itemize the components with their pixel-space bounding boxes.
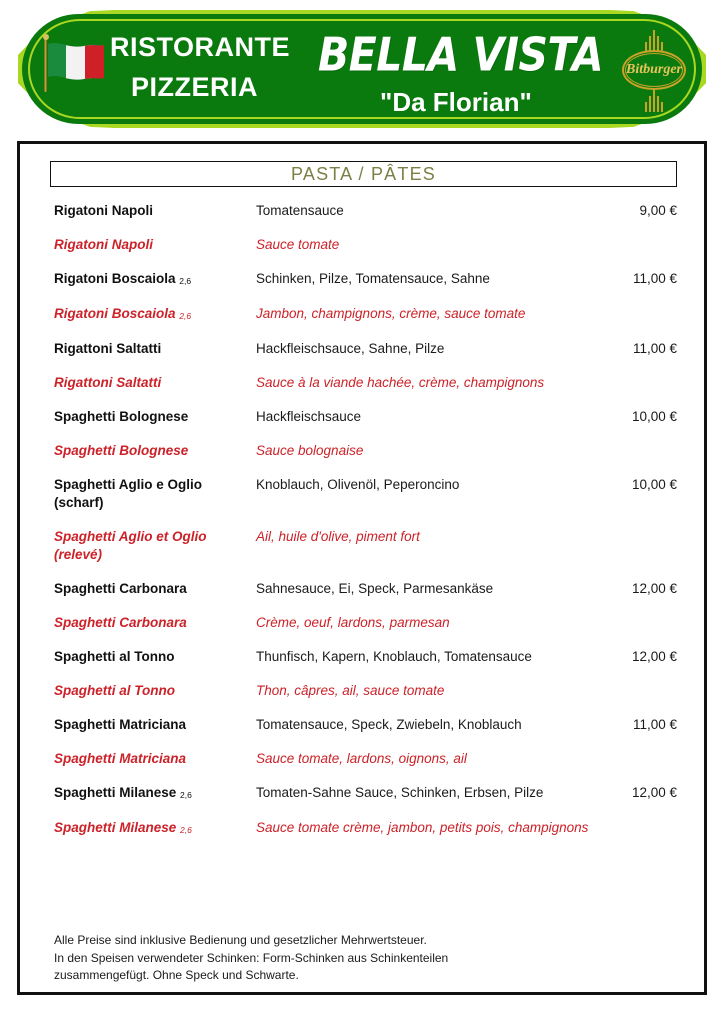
restaurant-header-banner	[18, 10, 706, 128]
item-spacer	[54, 324, 677, 340]
menu-item-row-de	[54, 270, 677, 289]
menu-item	[54, 270, 677, 340]
menu-item-row-fr	[54, 528, 677, 564]
row-spacer	[54, 734, 677, 750]
menu-item-price: 9,00 €	[639, 203, 677, 218]
footer-line-1: Alle Preise sind inklusive Bedienung und gesetzlicher Mehrwertsteuer.	[54, 933, 427, 947]
banner-pizzeria-text: PIZZERIA	[131, 72, 259, 102]
menu-item-description-fr: Sauce tomate, lardons, oignons, ail	[256, 751, 467, 766]
menu-item	[54, 580, 677, 648]
menu-item-name-fr: Spaghetti Milanese 2,6	[54, 820, 192, 835]
menu-item-name-de: Rigatoni Napoli	[54, 203, 153, 218]
item-spacer	[54, 564, 677, 580]
allergen-marker: 2,6	[180, 825, 192, 835]
menu-item-description-de: Tomatensauce	[256, 203, 344, 218]
item-spacer	[54, 700, 677, 716]
menu-item	[54, 408, 677, 476]
section-header-box	[50, 161, 677, 187]
banner-ristorante-text: RISTORANTE	[110, 32, 291, 62]
bitburger-wordmark: Bitburger	[625, 62, 682, 77]
menu-item-name-de: Spaghetti Matriciana	[54, 717, 187, 732]
menu-item-row-de	[54, 784, 677, 803]
row-spacer	[54, 220, 677, 236]
menu-item-row-de	[54, 648, 677, 666]
menu-item-row-de	[54, 476, 677, 512]
menu-item-price: 12,00 €	[631, 581, 677, 596]
item-spacer	[54, 254, 677, 270]
row-spacer	[54, 598, 677, 614]
menu-item-name-fr: Spaghetti Aglio et Oglio (relevé)	[54, 529, 207, 562]
item-spacer	[54, 838, 677, 854]
menu-item-name-fr: Spaghetti Bolognese	[54, 443, 189, 458]
menu-item-row-fr	[54, 236, 677, 254]
row-spacer	[54, 358, 677, 374]
menu-item-name-fr: Rigatoni Napoli	[54, 237, 153, 252]
menu-item-name-fr: Rigattoni Saltatti	[54, 375, 162, 390]
menu-item-row-de	[54, 580, 677, 598]
bitburger-base-ornament	[645, 88, 663, 112]
item-spacer	[54, 392, 677, 408]
menu-item-description-de: Tomatensauce, Speck, Zwiebeln, Knoblauch	[256, 717, 522, 732]
allergen-marker: 2,6	[180, 790, 192, 800]
menu-item-description-fr: Crème, oeuf, lardons, parmesan	[256, 615, 450, 630]
footer-line-2: In den Speisen verwendeter Schinken: Form-Schinken aus Schinkenteilen	[54, 950, 449, 965]
menu-item	[54, 784, 677, 854]
menu-item-description-fr: Ail, huile d'olive, piment fort	[256, 529, 420, 544]
menu-item	[54, 202, 677, 270]
menu-item-description-de: Tomaten-Sahne Sauce, Schinken, Erbsen, Pilze	[256, 785, 544, 800]
menu-item-name-de: Spaghetti Milanese 2,6	[54, 785, 192, 800]
row-spacer	[54, 803, 677, 819]
allergen-marker: 2,6	[179, 276, 192, 286]
menu-footer-notes	[54, 932, 614, 985]
menu-sheet	[17, 141, 707, 995]
menu-item-description-fr: Sauce tomate crème, jambon, petits pois, champignons	[256, 820, 589, 835]
row-spacer	[54, 512, 677, 528]
menu-item-row-fr	[54, 374, 677, 392]
menu-item-name-de: Spaghetti Aglio e Oglio (scharf)	[54, 477, 202, 510]
menu-item-name-de: Rigatoni Boscaiola 2,6	[54, 271, 192, 286]
menu-item-description-de: Hackfleischsauce	[256, 409, 362, 424]
menu-item-name-fr: Rigatoni Boscaiola 2,6	[54, 306, 192, 321]
row-spacer	[54, 666, 677, 682]
footer-line-3: zusammengefügt. Ohne Speck und Schwarte.	[54, 968, 299, 982]
menu-item-row-de	[54, 340, 677, 358]
menu-item-name-fr: Spaghetti Carbonara	[54, 615, 187, 630]
menu-item-description-fr: Sauce à la viande hachée, crème, champignons	[256, 375, 545, 390]
menu-item-description-fr: Sauce bolognaise	[256, 443, 364, 458]
menu-item-description-fr: Jambon, champignons, crème, sauce tomate	[256, 306, 526, 321]
menu-item-row-fr	[54, 305, 677, 324]
menu-item-row-fr	[54, 682, 677, 700]
menu-item-name-fr: Spaghetti al Tonno	[54, 683, 175, 698]
italian-flag-icon	[44, 36, 106, 92]
menu-item-list	[54, 202, 677, 854]
menu-item-description-de: Hackfleischsauce, Sahne, Pilze	[256, 341, 445, 356]
menu-item-name-de: Spaghetti al Tonno	[54, 649, 175, 664]
menu-item-name-de: Spaghetti Carbonara	[54, 581, 187, 596]
item-spacer	[54, 768, 677, 784]
menu-item-description-de: Thunfisch, Kapern, Knoblauch, Tomatensauce	[256, 649, 532, 664]
menu-item	[54, 648, 677, 716]
banner-brand-name: BELLA VISTA	[318, 28, 604, 82]
menu-item-name-de: Rigattoni Saltatti	[54, 341, 162, 356]
bitburger-crown-ornament	[645, 28, 663, 52]
menu-item-row-de	[54, 408, 677, 426]
menu-item-description-de: Knoblauch, Olivenöl, Peperoncino	[256, 477, 460, 492]
item-spacer	[54, 632, 677, 648]
bitburger-logo-icon	[614, 26, 694, 114]
menu-item-price: 10,00 €	[631, 477, 677, 492]
menu-item-description-fr: Sauce tomate	[256, 237, 340, 252]
menu-item-price: 11,00 €	[632, 271, 677, 286]
menu-item-row-de	[54, 716, 677, 734]
allergen-marker: 2,6	[179, 311, 192, 321]
menu-item-name-fr: Spaghetti Matriciana	[54, 751, 187, 766]
menu-item	[54, 340, 677, 408]
menu-item-row-fr	[54, 750, 677, 768]
menu-item-price: 12,00 €	[631, 649, 677, 664]
menu-item-price: 12,00 €	[631, 785, 677, 800]
menu-item	[54, 716, 677, 784]
banner-subtitle: "Da Florian"	[380, 87, 532, 117]
menu-item-description-de: Sahnesauce, Ei, Speck, Parmesankäse	[256, 581, 494, 596]
menu-item-price: 11,00 €	[632, 341, 677, 356]
row-spacer	[54, 426, 677, 442]
row-spacer	[54, 289, 677, 305]
menu-item-row-fr	[54, 442, 677, 460]
menu-item-name-de: Spaghetti Bolognese	[54, 409, 189, 424]
menu-item-row-fr	[54, 614, 677, 632]
menu-item-row-de	[54, 202, 677, 220]
menu-item-description-de: Schinken, Pilze, Tomatensauce, Sahne	[256, 271, 490, 286]
menu-item-row-fr	[54, 819, 677, 838]
item-spacer	[54, 460, 677, 476]
menu-item-price: 11,00 €	[632, 717, 677, 732]
menu-item-description-fr: Thon, câpres, ail, sauce tomate	[256, 683, 445, 698]
page-title: PASTA / PÂTES	[291, 163, 436, 184]
menu-item-price: 10,00 €	[631, 409, 677, 424]
menu-item	[54, 476, 677, 580]
